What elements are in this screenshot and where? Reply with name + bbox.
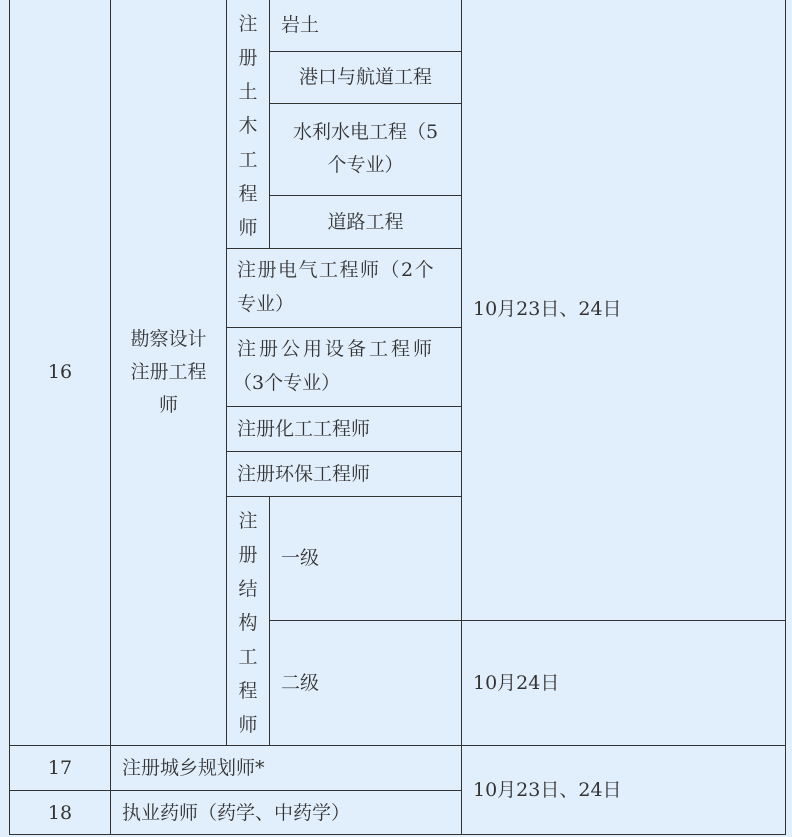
row-18-number: 18 xyxy=(47,802,73,824)
electrical-engineer-line2: 专业） xyxy=(237,293,295,315)
civil-item-geotech: 岩土 xyxy=(281,14,320,36)
structural-level-2: 二级 xyxy=(281,672,320,694)
civil-item-road: 道路工程 xyxy=(327,211,404,233)
civil-item-hydro-line1: 水利水电工程（5 xyxy=(292,121,439,143)
utilities-engineer-line2: （3个专业） xyxy=(233,372,341,394)
row-17-18-exam-date: 10月23日、24日 xyxy=(473,779,622,801)
row-16-category-line3: 师 xyxy=(158,394,178,416)
chemical-engineer: 注册化工工程师 xyxy=(237,418,371,440)
row-17-number: 17 xyxy=(47,757,73,779)
structural-level-2-exam-date: 10月24日 xyxy=(473,672,560,694)
utilities-engineer-line1: 注册公用设备工程师 xyxy=(237,338,436,360)
civil-item-port: 港口与航道工程 xyxy=(298,66,432,88)
row-16-category-line1: 勘察设计 xyxy=(130,328,207,350)
row-16-category-line2: 注册工程 xyxy=(130,361,207,383)
row-16-exam-date: 10月23日、24日 xyxy=(473,298,622,320)
electrical-engineer-line1: 注册电气工程师（2个 xyxy=(237,259,436,281)
row-17-name: 注册城乡规划师* xyxy=(122,757,265,779)
environmental-engineer: 注册环保工程师 xyxy=(237,463,371,485)
row-16-number: 16 xyxy=(47,361,73,383)
structural-engineer-vertical-label: 注 册 结 构 工 程 师 xyxy=(238,510,258,736)
structural-level-1: 一级 xyxy=(281,547,320,569)
civil-item-hydro-line2: 个专业） xyxy=(327,154,404,176)
row-18-name: 执业药师（药学、中药学） xyxy=(122,802,351,824)
civil-engineer-vertical-label: 注 册 土 木 工 程 师 xyxy=(238,13,258,239)
